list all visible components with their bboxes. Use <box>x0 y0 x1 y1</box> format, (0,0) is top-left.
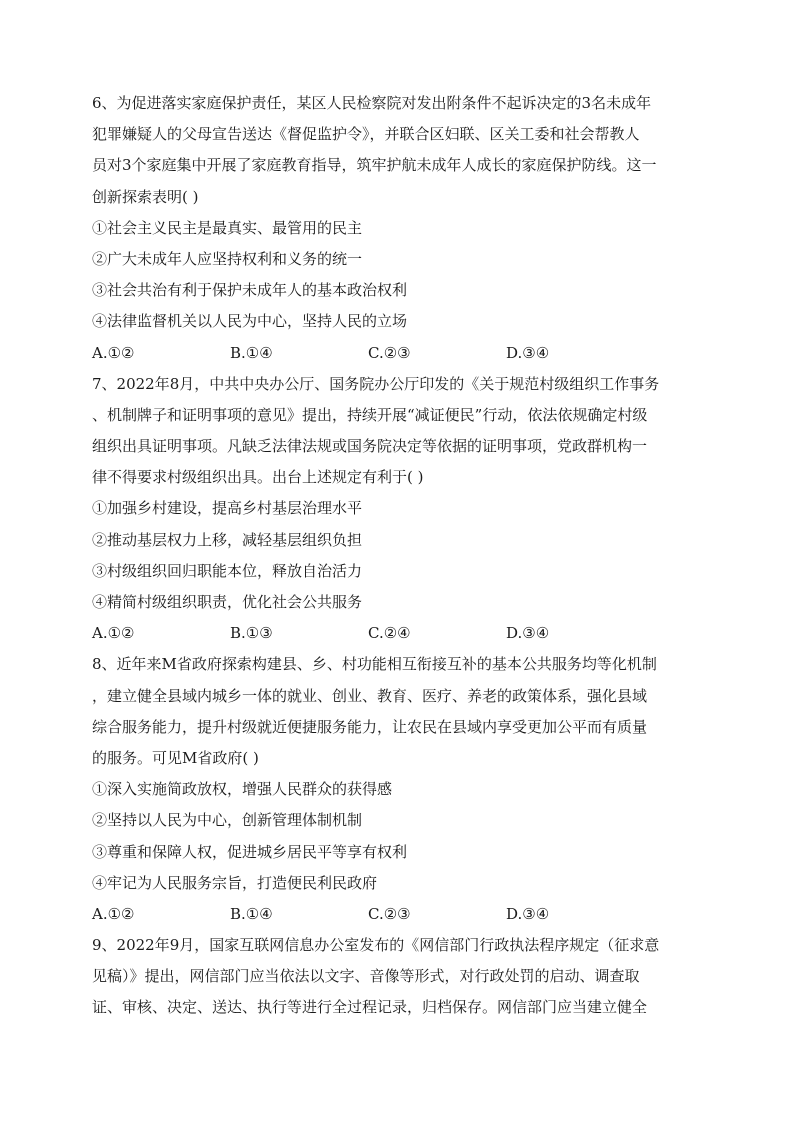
answer-choice-c: C.②③ <box>368 343 411 362</box>
question-stem-line: 6、为促进落实家庭保护责任，某区人民检察院对发出附条件不起诉决定的3名未成年 <box>92 94 652 112</box>
statement-option: ④牢记为人民服务宗旨，打造便民利民政府 <box>92 873 378 892</box>
question-stem-line: 、机制牌子和证明事项的意见》提出，持续开展“减证便民”行动，依法依规确定村级 <box>92 405 648 424</box>
answer-choice-a: A.①② <box>92 904 135 923</box>
answer-choices <box>92 618 702 649</box>
question-6 <box>92 88 702 369</box>
answer-choice-a: A.①② <box>92 343 135 362</box>
question-stem-line: ，建立健全县域内城乡一体的就业、创业、教育、医疗、养老的政策体系，强化县域 <box>92 686 648 705</box>
question-stem-line: 综合服务能力，提升村级就近便捷服务能力，让农民在县域内享受更加公平而有质量 <box>92 717 648 736</box>
question-stem-line: 员对3个家庭集中开展了家庭教育指导，筑牢护航未成年人成长的家庭保护防线。这一 <box>92 156 657 175</box>
question-stem-line: 律不得要求村级组织出具。出台上述规定有利于( ) <box>92 468 424 487</box>
question-stem-line: 证、审核、决定、送达、执行等进行全过程记录，归档保存。网信部门应当建立健全 <box>92 998 648 1017</box>
question-stem-line: 见稿）》提出，网信部门应当依法以文字、音像等形式，对行政处罚的启动、调查取 <box>92 967 640 986</box>
statement-option: ③尊重和保障人权，促进城乡居民平等享有权利 <box>92 842 408 861</box>
question-7 <box>92 369 702 650</box>
answer-choices <box>92 338 702 369</box>
statement-option: ②广大未成年人应坚持权利和义务的统一 <box>92 249 363 268</box>
answer-choice-a: A.①② <box>92 624 135 643</box>
statement-option: ③村级组织回归职能本位，释放自治活力 <box>92 561 363 580</box>
statement-option: ①加强乡村建设，提高乡村基层治理水平 <box>92 499 363 518</box>
statement-option: ③社会共治有利于保护未成年人的基本政治权利 <box>92 281 408 300</box>
answer-choices <box>92 899 702 930</box>
answer-choice-d: D.③④ <box>506 904 550 923</box>
statement-option: ②推动基层权力上移，减轻基层组织负担 <box>92 530 363 549</box>
answer-choice-c: C.②③ <box>368 904 411 923</box>
question-stem-line: 8、近年来M省政府探索构建县、乡、村功能相互衔接互补的基本公共服务均等化机制 <box>92 655 657 674</box>
answer-choice-b: B.①③ <box>230 624 273 643</box>
question-stem-line: 7、2022年8月，中共中央办公厅、国务院办公厅印发的《关于规范村级组织工作事务 <box>92 374 660 393</box>
question-8 <box>92 649 702 930</box>
answer-choice-d: D.③④ <box>506 624 550 643</box>
question-stem-line: 9、2022年9月，国家互联网信息办公室发布的《网信部门行政执法程序规定（征求意 <box>92 936 660 955</box>
exam-page <box>92 88 702 1024</box>
statement-option: ②坚持以人民为中心，创新管理体制机制 <box>92 811 363 830</box>
answer-choice-b: B.①④ <box>230 904 273 923</box>
answer-choice-c: C.②④ <box>368 624 411 643</box>
question-9 <box>92 930 702 1024</box>
question-stem-line: 犯罪嫌疑人的父母宣告送达《督促监护令》，并联合区妇联、区关工委和社会帮教人 <box>92 125 640 144</box>
answer-choice-d: D.③④ <box>506 343 550 362</box>
question-stem-line: 组织出具证明事项。凡缺乏法律法规或国务院决定等依据的证明事项，党政群机构一 <box>92 437 648 456</box>
statement-option: ①深入实施简政放权，增强人民群众的获得感 <box>92 780 393 799</box>
statement-option: ④法律监督机关以人民为中心，坚持人民的立场 <box>92 312 408 331</box>
statement-option: ④精简村级组织职责，优化社会公共服务 <box>92 593 363 611</box>
question-stem-line: 的服务。可见M省政府( ) <box>92 748 259 767</box>
answer-choice-b: B.①④ <box>230 343 273 362</box>
statement-option: ①社会主义民主是最真实、最管用的民主 <box>92 218 363 237</box>
question-stem-line: 创新探索表明( ) <box>92 187 199 206</box>
